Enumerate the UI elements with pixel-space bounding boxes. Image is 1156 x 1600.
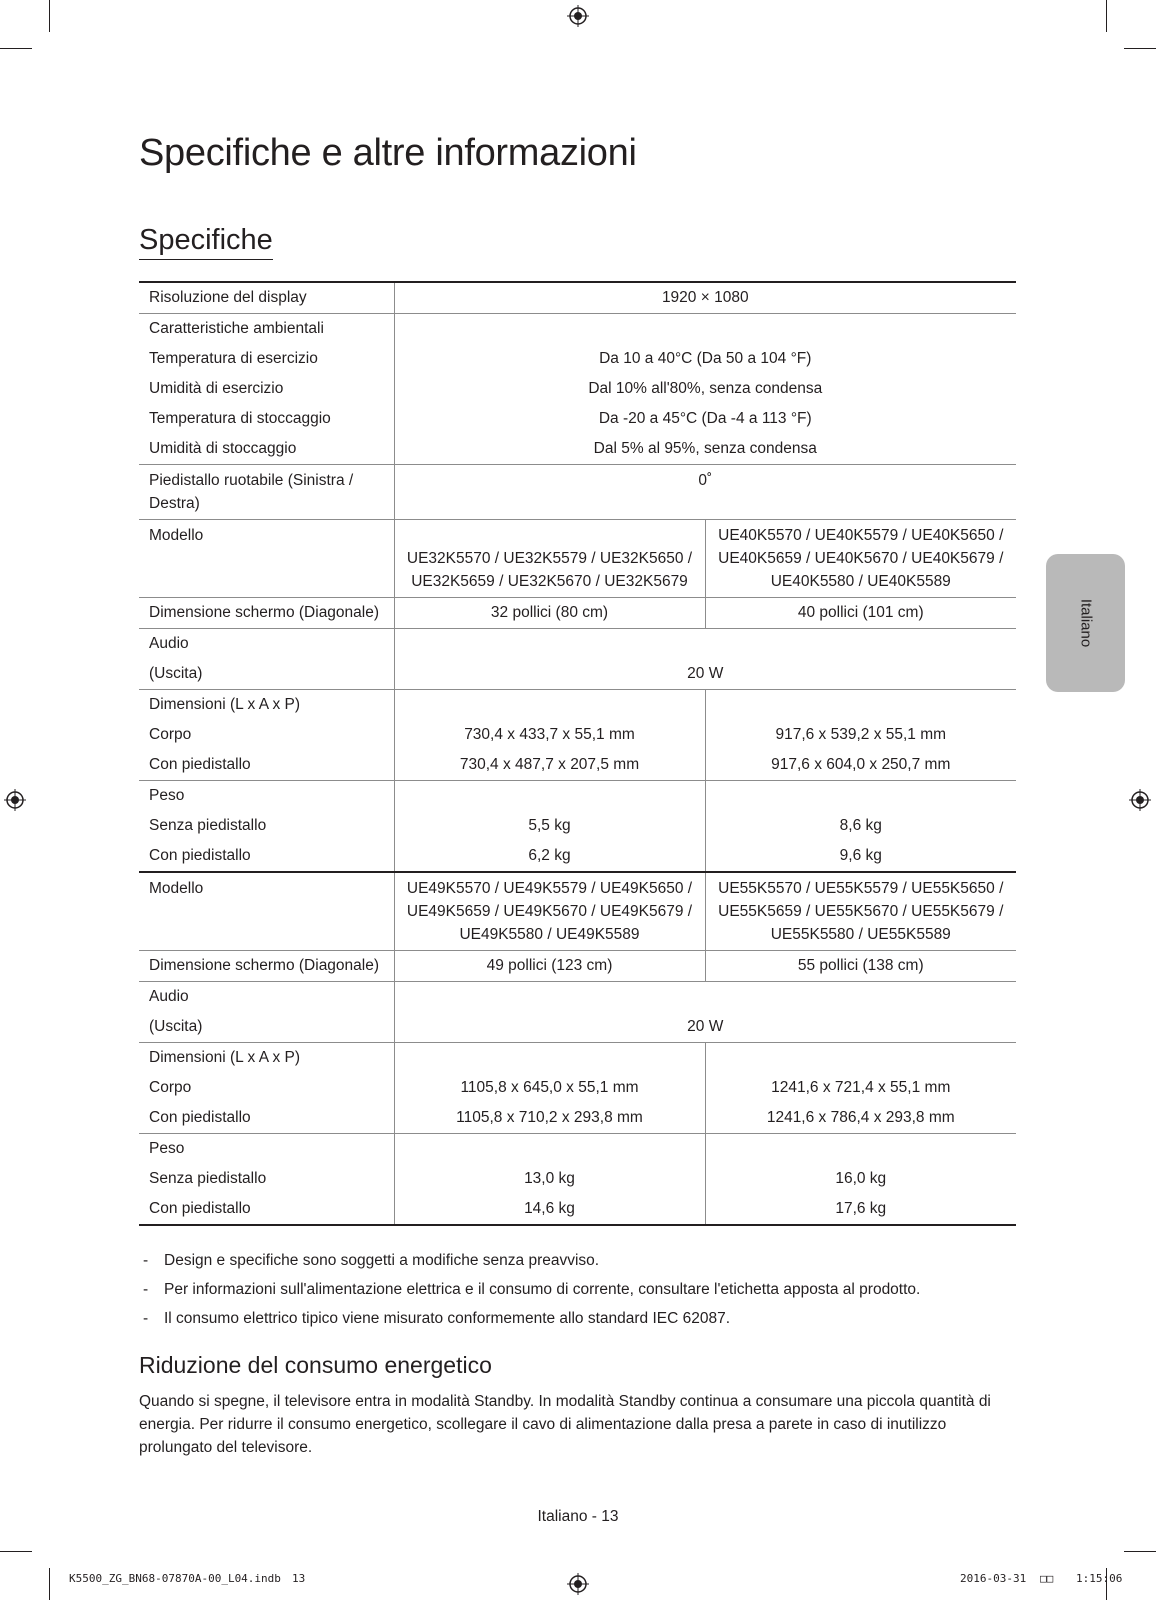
note-text: Design e specifiche sono soggetti a modifiche senza preavviso. — [164, 1252, 600, 1269]
row-label: Dimensione schermo (Diagonale) — [149, 957, 380, 974]
model-list: UE55K5659 / UE55K5670 / UE55K5679 / — [718, 903, 1004, 920]
model-list: UE49K5570 / UE49K5579 / UE49K5650 / — [406, 880, 693, 897]
registration-mark-icon — [1129, 789, 1151, 811]
row-label: Senza piedistallo — [149, 817, 267, 834]
model-list: UE40K5659 / UE40K5670 / UE40K5679 / — [718, 550, 1004, 567]
row-label: (Uscita) — [149, 1018, 203, 1035]
row-label: Caratteristiche ambientali — [149, 320, 324, 337]
crop-mark — [1106, 0, 1107, 32]
row-label: Dimensione schermo (Diagonale) — [149, 604, 380, 621]
row-label: Dimensioni (L x A x P) — [149, 1049, 301, 1066]
row-label: Audio — [149, 988, 189, 1005]
spec-table — [139, 281, 1016, 1226]
table-row — [139, 598, 1016, 629]
row-label: Con piedistallo — [149, 847, 251, 864]
row-value: 0˚ — [698, 472, 713, 489]
row-label: Umidità di stoccaggio — [149, 440, 297, 457]
language-side-tab — [1046, 554, 1125, 692]
row-label: Con piedistallo — [149, 1200, 251, 1217]
crop-mark — [49, 1568, 50, 1600]
row-label: Senza piedistallo — [149, 1170, 267, 1187]
table-row — [139, 690, 1016, 781]
row-value: 40 pollici (101 cm) — [797, 604, 924, 621]
model-list: UE32K5570 / UE32K5579 / UE32K5650 / — [406, 550, 693, 567]
side-tab-label: Italiano — [1077, 598, 1094, 648]
registration-mark-icon — [567, 5, 589, 27]
row-label: Corpo — [149, 726, 192, 743]
model-list: UE55K5580 / UE55K5589 — [770, 926, 951, 943]
section-title: Specifiche — [139, 224, 273, 260]
registration-mark-icon — [4, 789, 26, 811]
row-value: Dal 5% al 95%, senza condensa — [593, 440, 817, 457]
row-value: 6,2 kg — [528, 847, 571, 864]
row-value: 730,4 x 433,7 x 55,1 mm — [464, 726, 635, 743]
crop-mark — [0, 48, 32, 49]
footer-file: K5500_ZG_BN68-07870A-00_L04.indb — [69, 1572, 281, 1585]
note-item — [139, 1246, 920, 1275]
table-row — [139, 465, 1016, 520]
row-label: (Uscita) — [149, 665, 203, 682]
row-label: Temperatura di stoccaggio — [149, 410, 331, 427]
row-value: 1105,8 x 710,2 x 293,8 mm — [456, 1109, 643, 1126]
row-label: Umidità di esercizio — [149, 380, 284, 397]
row-value: 1241,6 x 786,4 x 293,8 mm — [766, 1109, 955, 1126]
row-value: Dal 10% all'80%, senza condensa — [588, 380, 823, 397]
model-list: UE49K5659 / UE49K5670 / UE49K5679 / — [406, 903, 693, 920]
page-number: Italiano - 13 — [537, 1508, 619, 1525]
row-value: 1920 × 1080 — [661, 289, 749, 306]
row-value: 9,6 kg — [839, 847, 882, 864]
row-value: 917,6 x 539,2 x 55,1 mm — [775, 726, 947, 743]
table-row — [139, 781, 1016, 873]
note-item — [139, 1304, 920, 1333]
note-item — [139, 1275, 920, 1304]
note-text: Il consumo elettrico tipico viene misurato conformemente allo standard IEC 62087. — [164, 1310, 731, 1327]
row-label: Corpo — [149, 1079, 192, 1096]
row-label: Con piedistallo — [149, 1109, 251, 1126]
row-label: Peso — [149, 1140, 185, 1157]
row-label: Modello — [149, 527, 204, 544]
model-list: UE49K5580 / UE49K5589 — [459, 926, 640, 943]
row-label: Piedistallo ruotabile (Sinistra / — [149, 472, 354, 489]
row-label: Modello — [149, 880, 204, 897]
note-dash: - — [143, 1310, 149, 1327]
row-label: Dimensioni (L x A x P) — [149, 696, 301, 713]
model-list: UE40K5570 / UE40K5579 / UE40K5650 / — [718, 527, 1004, 544]
energy-section-title: Riduzione del consumo energetico — [139, 1352, 492, 1378]
row-label: Peso — [149, 787, 185, 804]
row-value: 917,6 x 604,0 x 250,7 mm — [771, 756, 951, 773]
table-row — [139, 982, 1016, 1043]
table-row — [139, 629, 1016, 690]
note-dash: - — [143, 1252, 149, 1269]
row-label: Audio — [149, 635, 189, 652]
row-value: Da 10 a 40°C (Da 50 a 104 °F) — [599, 350, 812, 367]
crop-mark — [1124, 1551, 1156, 1552]
row-value: 20 W — [687, 1018, 724, 1035]
table-row — [139, 1043, 1016, 1134]
row-value: 55 pollici (138 cm) — [797, 957, 924, 974]
row-value: 1105,8 x 645,0 x 55,1 mm — [460, 1079, 639, 1096]
row-label: Con piedistallo — [149, 756, 251, 773]
table-row — [139, 872, 1016, 951]
model-list: UE40K5580 / UE40K5589 — [770, 573, 951, 590]
row-value: 5,5 kg — [528, 817, 571, 834]
footer-time: 1:15:06 — [1076, 1572, 1123, 1585]
note-text: Per informazioni sull'alimentazione elettrica e il consumo di corrente, consultare l'etichetta apposta al prodotto. — [164, 1281, 921, 1298]
row-value: 1241,6 x 721,4 x 55,1 mm — [771, 1079, 951, 1096]
footer-date: 2016-03-31 — [960, 1572, 1027, 1585]
row-value: 49 pollici (123 cm) — [486, 957, 613, 974]
model-list: UE55K5570 / UE55K5579 / UE55K5650 / — [718, 880, 1004, 897]
row-value: 16,0 kg — [835, 1170, 887, 1187]
row-value: 20 W — [687, 665, 724, 682]
row-value: 8,6 kg — [839, 817, 882, 834]
row-value: 17,6 kg — [835, 1200, 887, 1217]
row-value: 32 pollici (80 cm) — [490, 604, 609, 621]
model-list: UE32K5659 / UE32K5670 / UE32K5679 — [411, 573, 688, 590]
row-value: 730,4 x 487,7 x 207,5 mm — [459, 756, 640, 773]
table-row — [139, 314, 1016, 465]
row-value: 14,6 kg — [524, 1200, 575, 1217]
note-dash: - — [143, 1281, 149, 1298]
footer-time-boxes: □□ — [1040, 1572, 1054, 1585]
row-value: Da -20 a 45°C (Da -4 a 113 °F) — [598, 410, 812, 427]
table-row — [139, 1134, 1016, 1226]
table-row — [139, 282, 1016, 314]
energy-paragraph: Quando si spegne, il televisore entra in modalità Standby. In modalità Standby continua a consumare una piccola quantità di energia. Per ridurre il consumo energetico, scollegare il cavo di alimentazione dalla presa a parete in caso di inutilizzo prolungato del televisore. — [139, 1393, 991, 1456]
crop-mark — [0, 1551, 32, 1552]
row-label: Temperatura di esercizio — [149, 350, 318, 367]
page-title: Specifiche e altre informazioni — [139, 132, 637, 174]
row-label: Risoluzione del display — [149, 289, 307, 306]
crop-mark — [1124, 48, 1156, 49]
footer-page: 13 — [292, 1572, 306, 1585]
table-row — [139, 520, 1016, 598]
registration-mark-icon — [567, 1573, 589, 1595]
crop-mark — [49, 0, 50, 32]
row-label: Destra) — [149, 495, 200, 512]
table-row — [139, 951, 1016, 982]
notes-list — [139, 1246, 920, 1333]
row-value: 13,0 kg — [524, 1170, 575, 1187]
